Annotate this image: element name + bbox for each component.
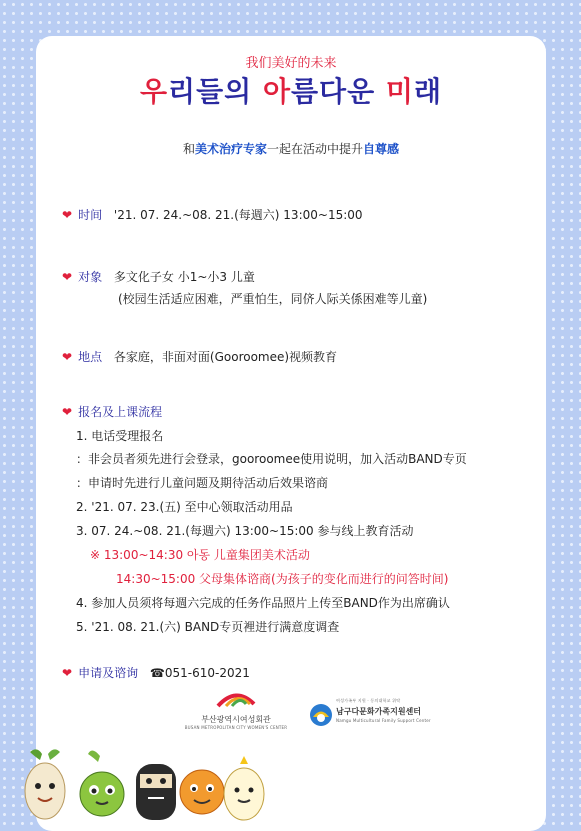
tagline-part-3: 一起在活动中提升: [267, 142, 364, 156]
process-title: 报名及上课流程: [78, 405, 163, 419]
egg-mascot-icon: [224, 756, 264, 820]
heart-icon: ❤: [62, 666, 73, 680]
tagline: [36, 140, 546, 157]
sub-title: 我们美好的未来: [245, 56, 337, 71]
bean-mascot-icon: [136, 764, 176, 820]
process-step-2: 2. '21. 07. 23.(五) 至中心领取活动用品: [76, 500, 293, 514]
info-target: [62, 268, 255, 285]
heart-icon: ❤: [62, 270, 73, 284]
info-time: [62, 206, 363, 223]
title-part-5: 미: [385, 75, 414, 108]
process-step-3b: 14:30~15:00 父母集体谘商(为孩子的变化而进行的问答时间): [116, 572, 449, 586]
time-label: 时间: [78, 208, 103, 222]
title-part-2: 리들의: [168, 75, 263, 108]
main-title: [36, 70, 546, 110]
heart-icon: ❤: [62, 350, 73, 364]
mascot-characters: [12, 746, 272, 831]
title-part-6: 래: [413, 75, 443, 108]
family-center-name: 남구다문화가족지원센터: [336, 707, 422, 716]
heart-icon: ❤: [62, 405, 73, 419]
women-center-logo: [176, 686, 296, 734]
radish-mascot-icon: [25, 749, 65, 819]
target-label: 对象: [78, 270, 103, 284]
process-step-1a: ：非会员者须先进行会登录，gooroomee使用说明，加入活动BAND专页: [76, 452, 467, 466]
phone-number: 051-610-2021: [164, 666, 250, 680]
tagline-part-4: 自尊感: [363, 142, 400, 156]
process-step-4: 4. 参加人员须将每週六完成的任务作品照片上传至BAND作为出席确认: [76, 596, 450, 610]
time-value: '21. 07. 24.~08. 21.(每週六) 13:00~15:00: [113, 208, 363, 222]
target-note: (校园生活适应困难，严重怕生，同侪人际关係困难等儿童): [118, 292, 428, 306]
women-center-en: BUSAN METROPOLITAN CITY WOMEN'S CENTER: [184, 725, 288, 730]
orange-mascot-icon: [180, 770, 224, 814]
process-step-5: 5. '21. 08. 21.(六) BAND专页裡进行满意度调查: [76, 620, 340, 634]
target-value: 多文化子女 小1~小3 儿童: [113, 270, 255, 284]
family-center-logo: [308, 698, 438, 734]
women-center-name: 부산광역시여성회관: [201, 715, 271, 724]
contact: [62, 664, 250, 681]
title-part-3: 아: [262, 75, 291, 108]
process-step-3: 3. 07. 24.~08. 21.(每週六) 13:00~15:00 参与线上教育活动: [76, 524, 414, 538]
onion-mascot-icon: [80, 750, 124, 816]
family-center-emblem-icon: [308, 702, 334, 728]
process-step-1: 1. 电话受理报名: [76, 429, 164, 443]
rainbow-logo-icon: [176, 686, 296, 710]
tagline-part-1: 和: [182, 142, 195, 156]
title-part-1: 우: [139, 75, 169, 108]
process-step-1b: ：申请时先进行儿童问题及期待活动后效果谘商: [76, 476, 329, 490]
family-center-top: 여성가족부 지원 · 동의대학교 위탁: [336, 698, 401, 703]
heart-icon: ❤: [62, 208, 73, 222]
family-center-en: Namgu Multicultural Family Support Center: [336, 718, 431, 723]
phone-icon: ☎: [149, 666, 165, 680]
place-value: 各家庭，非面对面(Gooroomee)视频教育: [113, 350, 338, 364]
process-step-3a: ※ 13:00~14:30 아동 儿童集团美术活动: [90, 548, 310, 562]
place-label: 地点: [78, 350, 103, 364]
contact-label: 申请及谘询: [78, 666, 139, 680]
tagline-part-2: 美术治疗专家: [194, 142, 267, 156]
process-heading: [62, 403, 162, 420]
info-place: [62, 348, 337, 365]
title-part-4: 름다운: [291, 75, 386, 108]
flyer-card: [36, 36, 546, 831]
